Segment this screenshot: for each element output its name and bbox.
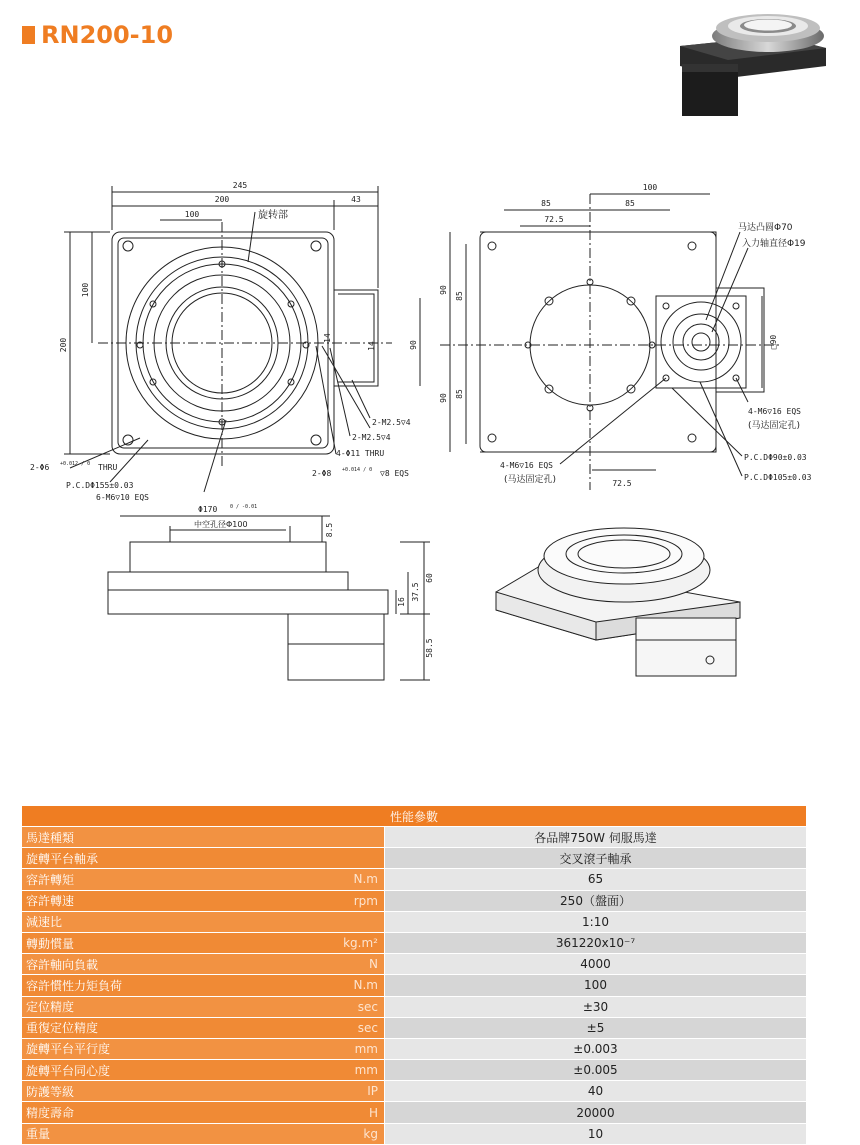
front-view [108,516,430,680]
table-row [22,975,806,996]
row-value: ±5 [384,1018,806,1038]
row-label: 旋轉平台同心度 [26,1063,111,1078]
row-label: 轉動慣量 [26,936,75,951]
dim-90a: 90 [439,285,448,295]
dim-14a: 14 [323,333,332,343]
note-phi8-depth: ▽8 EQS [380,469,409,478]
dim-245: 245 [232,181,248,190]
note-11-thru: 4-Φ11 THRU [336,449,385,458]
note-phi8-tol: +0.014 / 0 [342,467,373,473]
row-value: ±0.005 [384,1060,806,1080]
dim-100-side: 100 [642,183,658,192]
motor-boss-label: 马达凸圆Φ70 [738,223,793,233]
note-phi8: 2-Φ8 [312,469,332,478]
row-unit: sec [357,999,378,1014]
note-pcd90: P.C.DΦ90±0.03 [744,453,807,462]
row-label: 容許轉速 [26,894,75,909]
dim-100-top: 100 [184,210,200,219]
row-value: 250（盤面） [384,891,806,911]
table-row [22,1102,806,1123]
note-pcd155: P.C.DΦ155±0.03 [66,481,134,490]
row-value: 40 [384,1081,806,1101]
title-marker [22,26,35,44]
table-row [22,912,806,933]
row-unit: rpm [353,893,378,908]
row-unit: IP [367,1084,378,1099]
row-label: 旋轉平台平行度 [26,1042,111,1057]
dim-170: Φ170 [198,505,218,514]
row-value: 10 [384,1124,806,1144]
row-label: 重復定位精度 [26,1021,99,1036]
spec-table-header: 性能參數 [22,806,806,827]
note-m25-b: 2-M2.5▽4 [352,433,391,442]
row-label: 旋轉平台軸承 [26,851,99,866]
note-motor-fix-left: (马达固定孔) [504,475,557,485]
dim-90: 90 [409,340,418,350]
note-m25-a: 2-M2.5▽4 [372,418,411,427]
row-value: 1:10 [384,912,806,932]
note-phi6-tol: +0.012 / 0 [60,461,91,467]
row-value: 各品牌750W 伺服馬達 [384,827,806,847]
row-label: 定位精度 [26,1000,75,1015]
dim-sq90: □90 [769,334,778,350]
page-title: RN200-10 [41,21,174,49]
dim-8-5: 8.5 [325,522,334,538]
dim-16: 16 [397,597,406,607]
side-view [440,194,780,490]
row-unit: kg [363,1126,378,1141]
row-value: 65 [384,869,806,889]
row-value: 361220x10⁻⁷ [384,933,806,953]
row-label: 容許轉矩 [26,872,75,887]
row-unit: mm [354,1063,378,1078]
table-row [22,848,806,869]
row-label: 馬達種類 [26,830,75,845]
note-phi6: 2-Φ6 [30,463,50,472]
dim-85a: 85 [541,199,551,208]
dim-60: 60 [425,573,434,583]
dim-200: 200 [214,195,230,204]
dim-200-left: 200 [59,337,68,353]
table-row [22,1124,806,1145]
hollow-hole-label: 中空孔径Φ100 [194,520,248,529]
dim-85b: 85 [625,199,635,208]
dim-43: 43 [351,195,361,204]
table-row [22,869,806,890]
row-label: 重量 [26,1127,51,1142]
spec-table-body [22,827,806,1145]
dim-72-5-top: 72.5 [544,215,564,224]
rotating-part-label: 旋转部 [258,210,288,221]
row-label: 精度壽命 [26,1106,75,1121]
spec-table [22,806,806,1145]
technical-drawing [0,170,860,710]
dim-170-tol: 0 / -0.01 [230,504,258,510]
row-value: 交叉滾子軸承 [384,848,806,868]
row-unit: N.m [353,978,378,993]
note-m6-10: 6-M6▽10 EQS [96,493,149,502]
note-m6-16-left: 4-M6▽16 EQS [500,461,553,470]
note-pcd105: P.C.DΦ105±0.03 [744,473,812,482]
dim-100-left: 100 [81,282,90,298]
row-value: 4000 [384,954,806,974]
row-unit: N.m [353,872,378,887]
product-photo [668,6,832,124]
table-row [22,827,806,848]
table-row [22,1039,806,1060]
note-m6-16-right: 4-M6▽16 EQS [748,407,801,416]
table-row [22,997,806,1018]
note-motor-fix-right: (马达固定孔) [748,421,801,431]
dim-72-5-bottom: 72.5 [612,479,632,488]
row-value: ±0.003 [384,1039,806,1059]
row-unit: mm [354,1041,378,1056]
row-label: 減速比 [26,915,63,930]
isometric-view [496,528,740,676]
dim-85c: 85 [455,291,464,301]
table-row [22,1081,806,1102]
row-unit: N [369,957,378,972]
row-label: 容許軸向負載 [26,957,99,972]
row-label: 防護等級 [26,1084,75,1099]
row-unit: kg.m² [343,936,378,951]
dim-85d: 85 [455,389,464,399]
table-row [22,954,806,975]
row-label: 容許慣性力矩負荷 [26,978,123,993]
row-unit: sec [357,1020,378,1035]
table-row [22,1060,806,1081]
table-row [22,891,806,912]
row-value: 20000 [384,1102,806,1122]
table-row [22,1018,806,1039]
row-unit: H [368,1105,378,1120]
input-shaft-label: 入力轴直径Φ19 [742,239,806,249]
row-value: 100 [384,975,806,995]
table-row [22,933,806,954]
title-bar [22,22,173,48]
dim-90b: 90 [439,393,448,403]
top-view [64,186,420,492]
dim-37-5: 37.5 [411,582,420,602]
dim-14b: 14 [367,341,376,351]
note-phi6-thru: THRU [98,463,118,472]
dim-58-5: 58.5 [425,638,434,658]
row-value: ±30 [384,997,806,1017]
